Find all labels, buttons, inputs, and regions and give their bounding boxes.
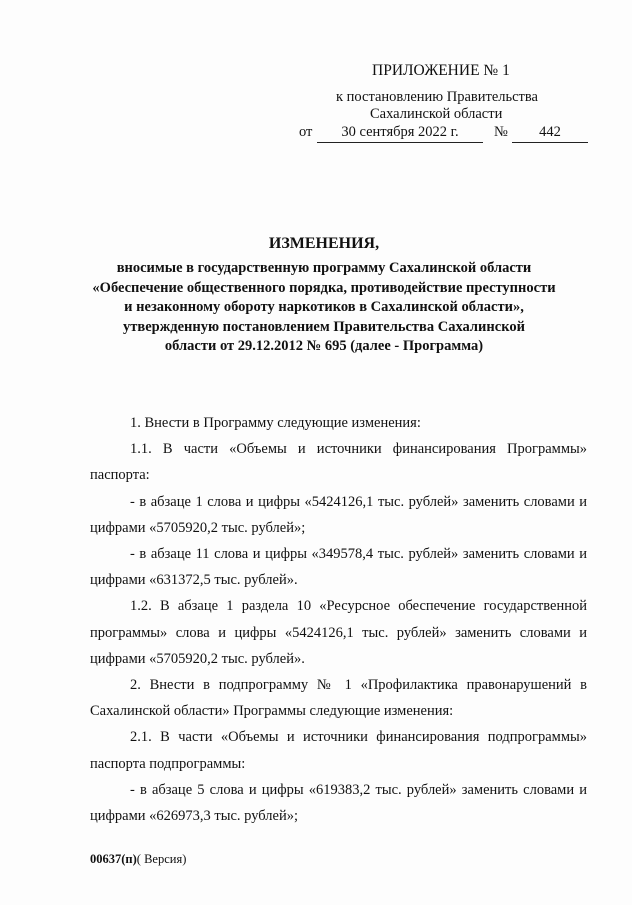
appendix-region-line: Сахалинской области <box>370 106 503 122</box>
appendix-title: ПРИЛОЖЕНИЕ № 1 <box>372 62 510 79</box>
document-subheading <box>70 259 578 357</box>
document-heading: ИЗМЕНЕНИЯ, <box>268 235 380 252</box>
from-label: от <box>299 124 313 140</box>
document-code: 00637(п) <box>90 852 137 866</box>
paragraph-bullet: - в абзаце 11 слова и цифры «349578,4 тыс. рублей» заменить словами и цифрами «631372,5 тыс. рублей». <box>90 546 587 589</box>
subheading-line: и незаконному обороту наркотиков в Сахалинской области», <box>124 299 524 315</box>
number-label: № <box>494 124 508 140</box>
subheading-line: утвержденную постановлением Правительства Сахалинской <box>123 318 525 335</box>
appendix-resolution-line: к постановлению Правительства <box>336 89 538 105</box>
paragraph-item-2-1: 2.1. В части «Объемы и источники финансирования подпрограммы» паспорта подпрограммы: <box>90 729 587 772</box>
document-footer-code <box>90 852 186 867</box>
paragraph-bullet: - в абзаце 5 слова и цифры «619383,2 тыс. рублей» заменить словами и цифрами «626973,3 тыс. рублей»; <box>90 781 587 825</box>
document-body <box>90 410 587 829</box>
subheading-line: «Обеспечение общественного порядка, противодействие преступности <box>92 279 556 296</box>
resolution-date: 30 сентября 2022 г. <box>317 124 483 143</box>
paragraph-item-1-2: 1.2. В абзаце 1 раздела 10 «Ресурсное обеспечение государственной программы» слова и цифры «5424126,1 тыс. рублей» заменить словами и цифрами «5705920,2 тыс. рублей». <box>90 598 587 667</box>
paragraph-bullet: - в абзаце 1 слова и цифры «5424126,1 тыс. рублей» заменить словами и цифрами «5705920,2 тыс. рублей»; <box>90 493 587 536</box>
subheading-line: вносимые в государственную программу Сахалинской области <box>116 260 532 276</box>
subheading-line: области от 29.12.2012 № 695 (далее - Программа) <box>164 338 484 354</box>
paragraph-item-1: 1. Внести в Программу следующие изменения: <box>130 415 421 431</box>
paragraph-item-2: 2. Внести в подпрограмму № 1 «Профилактика правонарушений в Сахалинской области» Программы следующие изменения: <box>90 677 587 720</box>
document-version: ( Версия) <box>136 852 187 866</box>
paragraph-item-1-1: 1.1. В части «Объемы и источники финансирования Программы» паспорта: <box>90 441 587 484</box>
resolution-number: 442 <box>512 124 588 143</box>
